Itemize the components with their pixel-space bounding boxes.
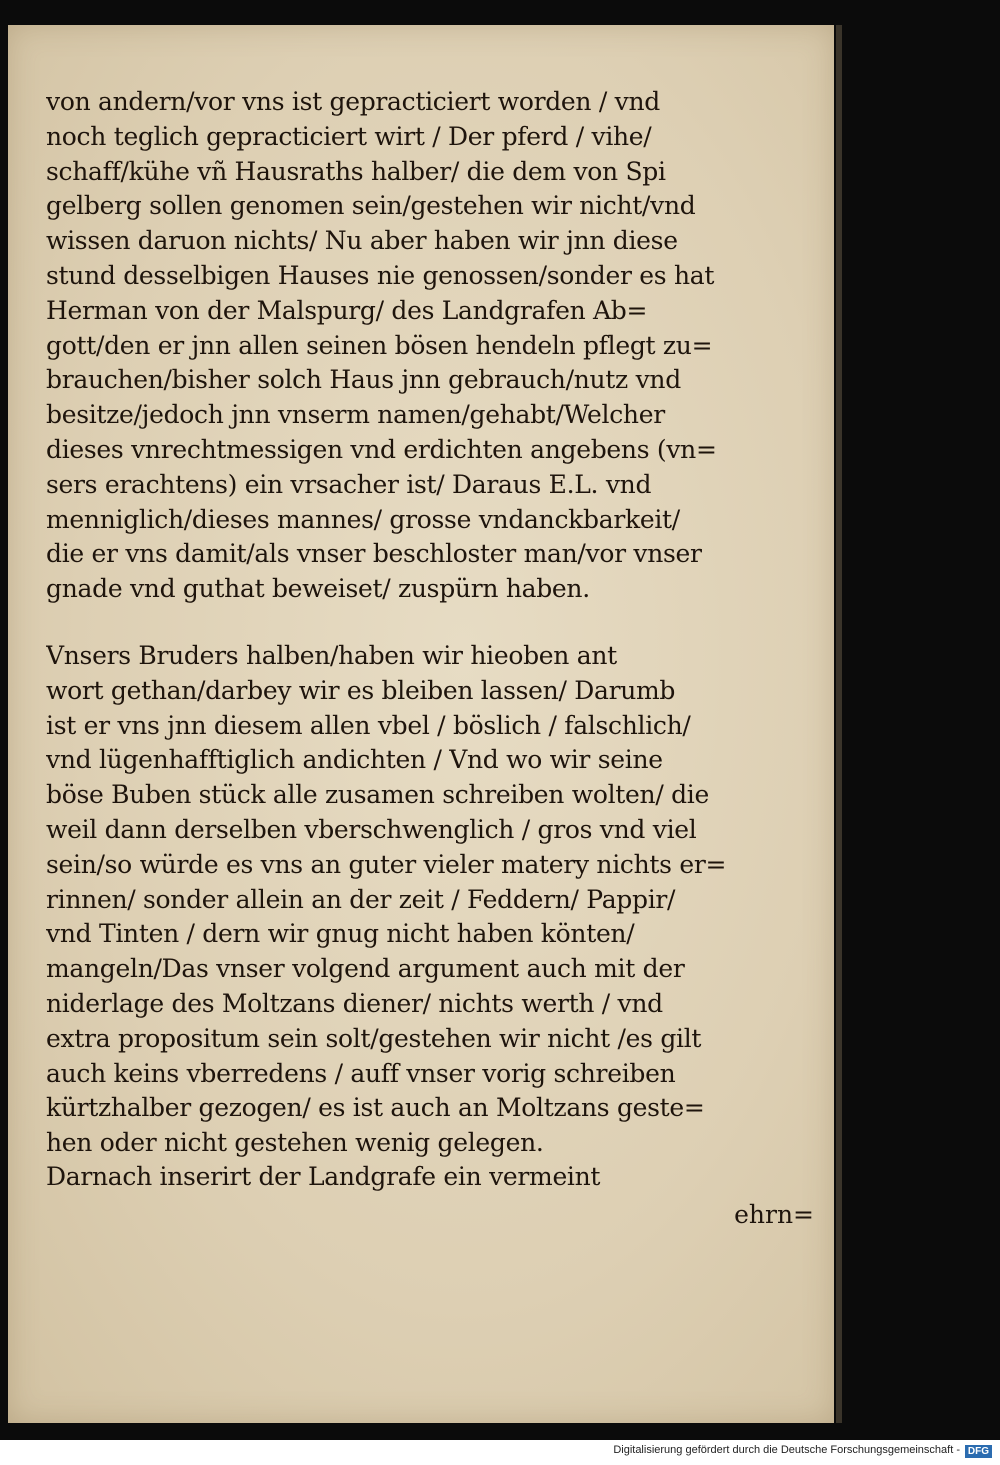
text-line: Vnsers Bruders halben/haben wir hieoben ant bbox=[46, 641, 617, 670]
text-line: gott/den er jnn allen seinen bösen hendeln pflegt zu= bbox=[46, 330, 713, 360]
text-line: dieses vnrechtmessigen vnd erdichten angebens (vn= bbox=[46, 434, 717, 464]
text-line: extra propositum sein solt/gestehen wir nicht /es gilt bbox=[46, 1023, 702, 1053]
text-line: niderlage des Moltzans diener/ nichts werth / vnd bbox=[46, 988, 663, 1018]
text-line: rinnen/ sonder allein an der zeit / Feddern/ Pappir/ bbox=[46, 884, 676, 914]
text-line: weil dann derselben vberschwenglich / gros vnd viel bbox=[46, 814, 697, 844]
text-line: gnade vnd guthat beweiset/ zuspürn haben. bbox=[46, 574, 590, 604]
catchword: ehrn= bbox=[734, 1200, 814, 1229]
text-line: wissen daruon nichts/ Nu aber haben wir jnn diese bbox=[46, 226, 678, 256]
text-line: ist er vns jnn diesem allen vbel / böslich / falschlich/ bbox=[46, 710, 691, 740]
text-line: kürtzhalber gezogen/ es ist auch an Moltzans geste= bbox=[46, 1093, 705, 1123]
text-line: wort gethan/darbey wir es bleiben lassen/ Darumb bbox=[46, 675, 676, 705]
text-line: mangeln/Das vnser volgend argument auch mit der bbox=[46, 954, 685, 984]
text-line: Darnach inserirt der Landgrafe ein vermeint bbox=[46, 1162, 601, 1191]
paragraph-3 bbox=[46, 1160, 826, 1195]
text-line: gelberg sollen genomen sein/gestehen wir nicht/vnd bbox=[46, 191, 696, 221]
text-line: brauchen/bisher solch Haus jnn gebrauch/nutz vnd bbox=[46, 365, 681, 395]
text-line: vnd lügenhafftiglich andichten / Vnd wo wir seine bbox=[46, 745, 663, 775]
text-line: vnd Tinten / dern wir gnug nicht haben könten/ bbox=[46, 919, 635, 949]
text-line: von andern/vor vns ist gepracticiert worden / vnd bbox=[46, 87, 660, 116]
paragraph-2 bbox=[46, 639, 826, 1161]
dfg-logo-icon: DFG bbox=[965, 1445, 992, 1458]
text-line: die er vns damit/als vnser beschloster man/vor vnser bbox=[46, 539, 702, 569]
text-line: auch keins vberredens / auff vnser vorig schreiben bbox=[46, 1058, 676, 1088]
text-line: schaff/kühe vñ Hausraths halber/ die dem von Spi bbox=[46, 156, 666, 186]
paragraph-1 bbox=[46, 85, 826, 607]
text-line: besitze/jedoch jnn vnserm namen/gehabt/Welcher bbox=[46, 400, 665, 430]
text-line: sein/so würde es vns an guter vieler matery nichts er= bbox=[46, 849, 727, 879]
text-line: noch teglich gepracticiert wirt / Der pferd / vihe/ bbox=[46, 121, 652, 151]
text-line: menniglich/dieses mannes/ grosse vndanckbarkeit/ bbox=[46, 504, 680, 534]
text-line: hen oder nicht gestehen wenig gelegen. bbox=[46, 1128, 544, 1158]
text-line: stund desselbigen Hauses nie genossen/sonder es hat bbox=[46, 260, 715, 290]
page-edge bbox=[836, 25, 842, 1423]
text-line: sers erachtens) ein vrsacher ist/ Daraus E.L. vnd bbox=[46, 469, 652, 499]
document-page bbox=[8, 25, 834, 1423]
funding-credit: Digitalisierung gefördert durch die Deutsche Forschungsgemeinschaft - bbox=[613, 1444, 960, 1456]
text-line: Herman von der Malspurg/ des Landgrafen Ab= bbox=[46, 295, 648, 325]
text-line: böse Buben stück alle zusamen schreiben wolten/ die bbox=[46, 780, 709, 810]
footer-bar bbox=[0, 1440, 1000, 1465]
